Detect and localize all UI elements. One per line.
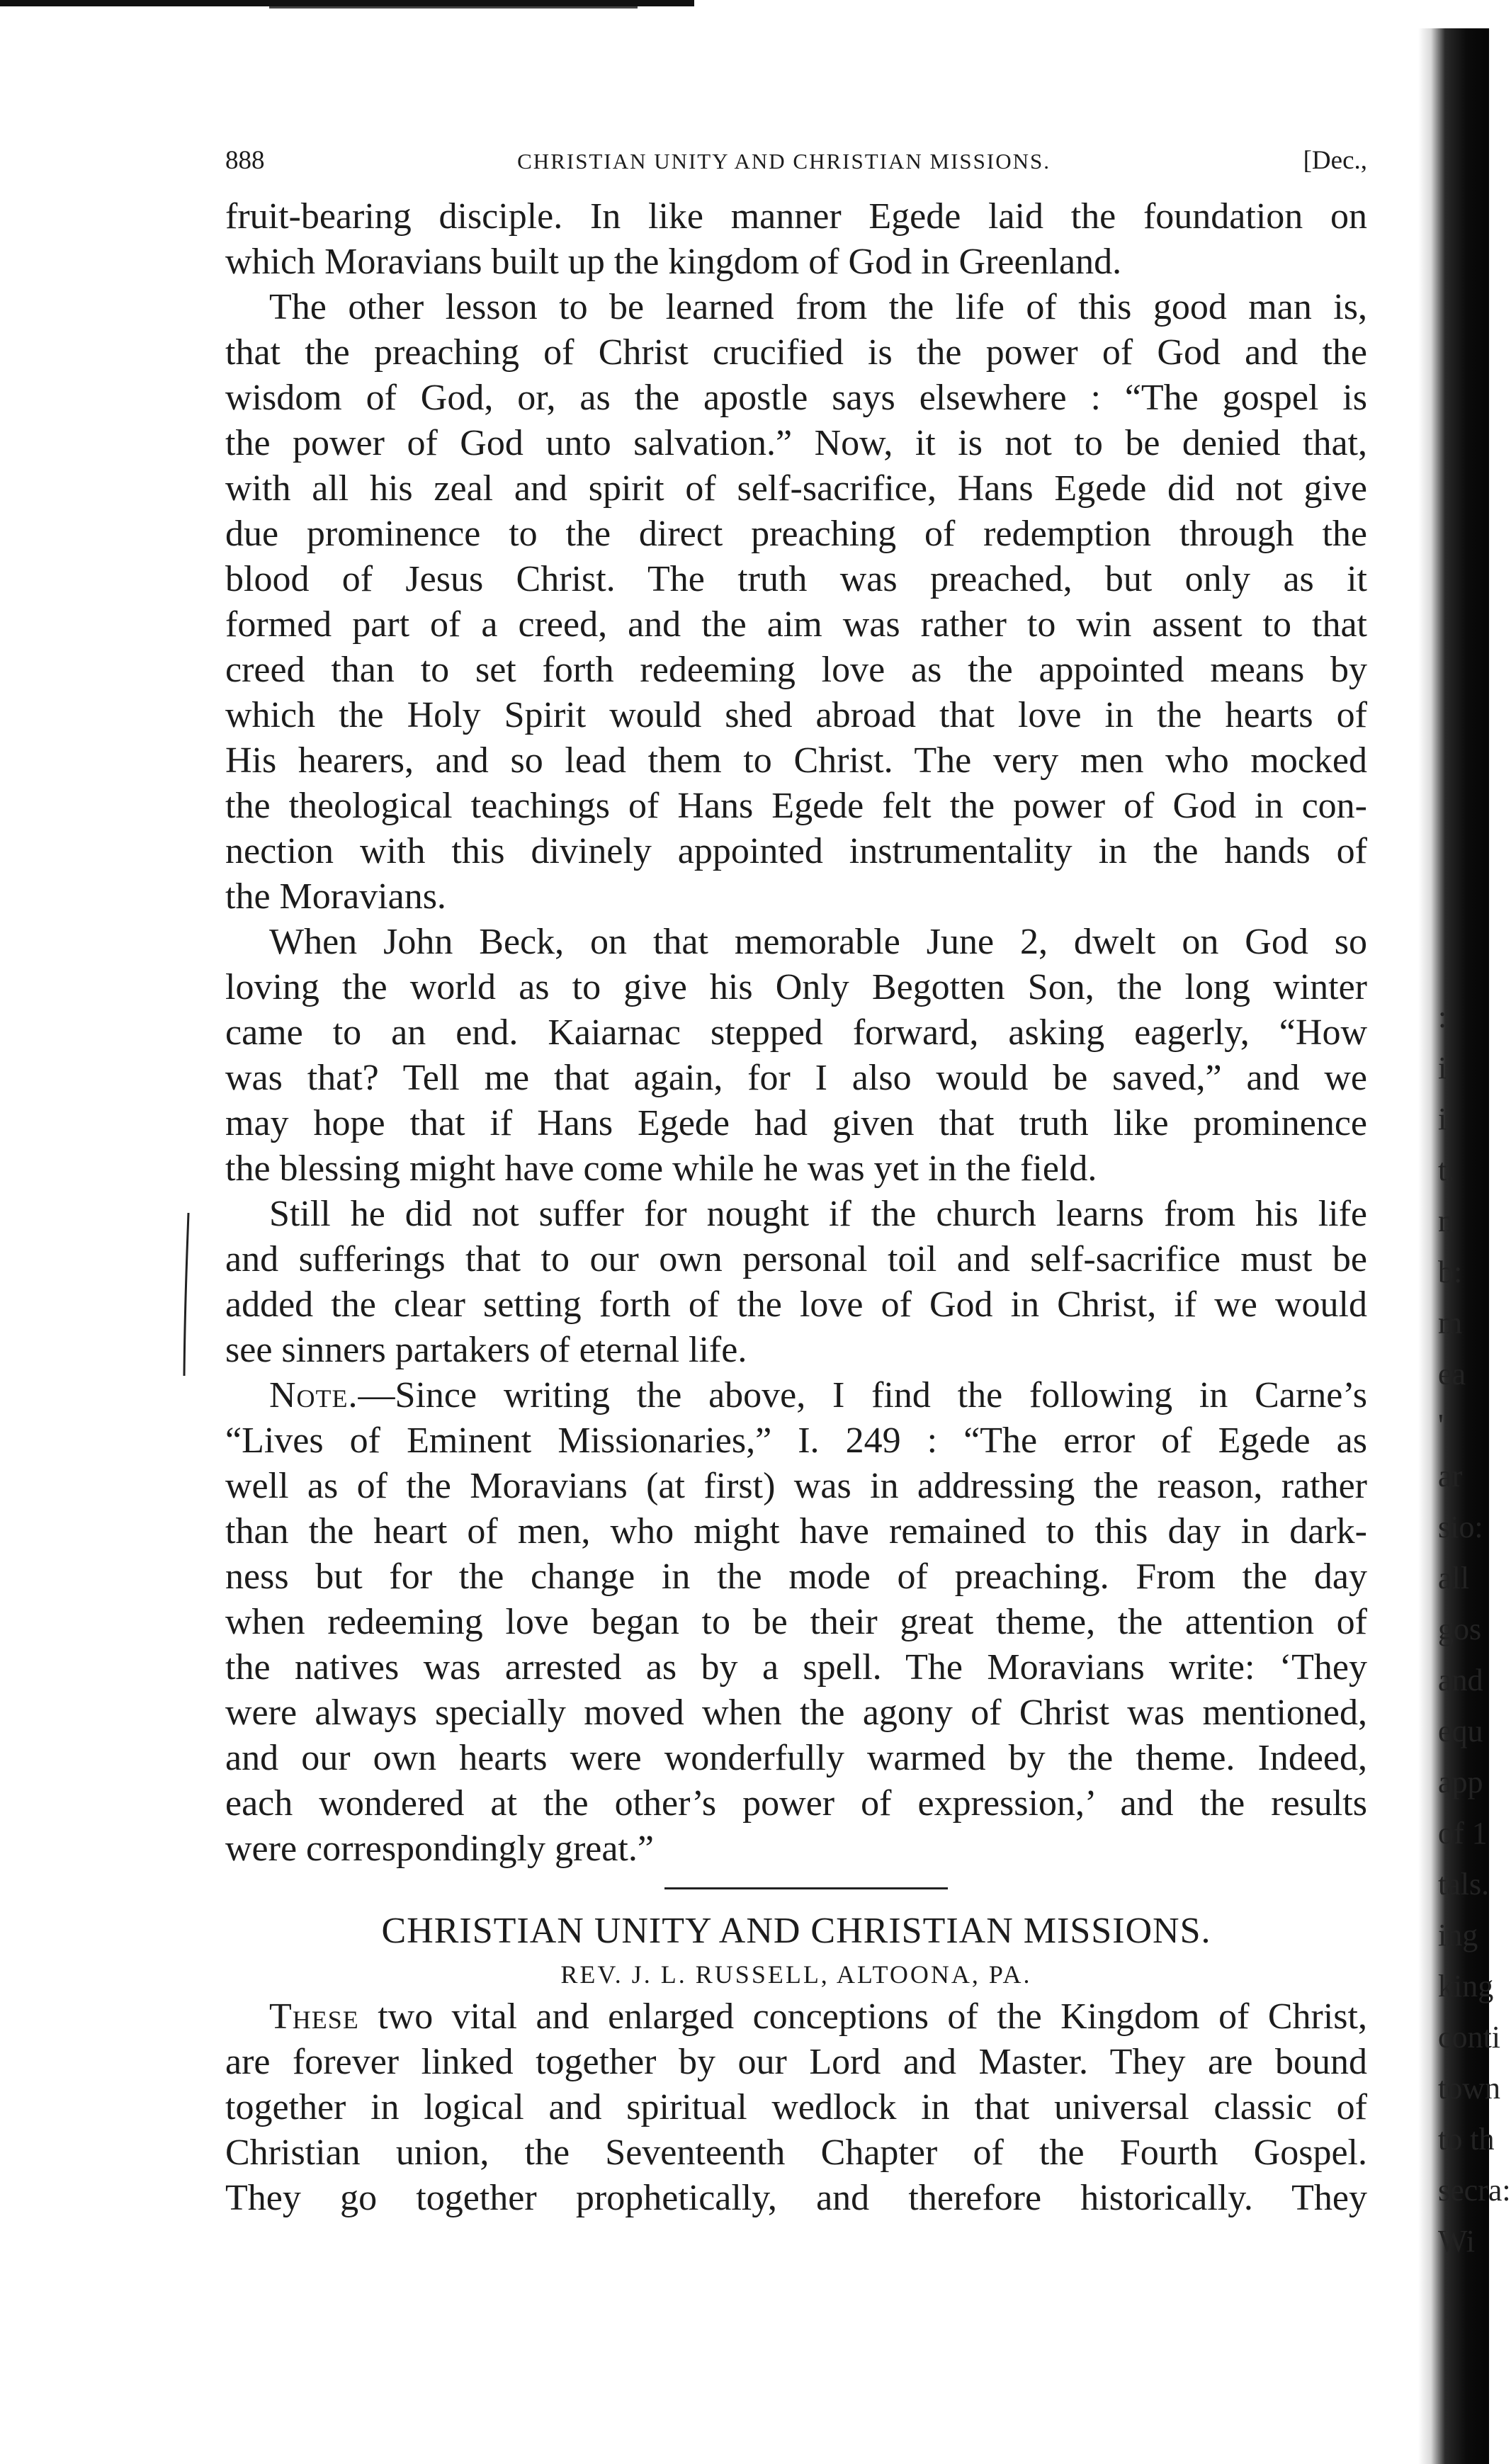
margin-fragment: m <box>1438 1306 1463 1340</box>
margin-fragment: b: <box>1438 1255 1463 1289</box>
text-line: were correspondingly great.” <box>225 1829 654 1869</box>
text-line: was that? Tell me that again, for I also would be saved,” and we <box>225 1058 1367 1098</box>
text-line: and sufferings that to our own personal toil and self-sacrifice must be <box>225 1239 1367 1279</box>
margin-fragment: ar <box>1438 1459 1463 1493</box>
margin-fragment: ea <box>1438 1357 1466 1391</box>
note-first-line: —Since writing the above, I find the following in Carne’s <box>358 1375 1367 1415</box>
text-line: “Lives of Eminent Missionaries,” I. 249 : “The error of Egede as <box>225 1420 1367 1461</box>
text-line: with all his zeal and spirit of self-sacrifice, Hans Egede did not give <box>225 468 1367 509</box>
text-line: each wondered at the other’s power of expression,’ and the results <box>225 1783 1367 1824</box>
adjacent-page-fragments <box>1438 992 1511 2267</box>
text-line: that the preaching of Christ crucified is the power of God and the <box>225 332 1367 373</box>
article-title: CHRISTIAN UNITY AND CHRISTIAN MISSIONS. <box>381 1911 1211 1951</box>
page-body <box>225 145 1367 2221</box>
margin-fragment: equ <box>1438 1714 1483 1748</box>
text-line: may hope that if Hans Egede had given that truth like prominence <box>225 1103 1367 1143</box>
text-line: ness but for the change in the mode of preaching. From the day <box>225 1556 1367 1597</box>
paragraph-2 <box>225 285 1367 920</box>
text-line: the blessing might have come while he was yet in the field. <box>225 1148 1097 1189</box>
margin-fragment: i <box>1438 1051 1447 1085</box>
top-scan-edge <box>0 0 694 6</box>
page-number: 888 <box>225 146 265 175</box>
text-line: loving the world as to give his Only Begotten Son, the long winter <box>225 967 1367 1007</box>
text-line: Christian union, the Seventeenth Chapter of the Fourth Gospel. <box>225 2132 1367 2173</box>
text-line: due prominence to the direct preaching of redemption through the <box>225 514 1367 554</box>
text-line: formed part of a creed, and the aim was rather to win assent to that <box>225 604 1367 645</box>
text-line: which the Holy Spirit would shed abroad that love in the hearts of <box>225 695 1367 735</box>
note-lead: Note. <box>269 1375 358 1415</box>
text-line: well as of the Moravians (at first) was in addressing the reason, rather <box>225 1466 1367 1506</box>
margin-fragment: Wi <box>1438 2224 1475 2259</box>
text-line <box>225 1994 1367 2040</box>
text-line: came to an end. Kaiarnac stepped forward, asking eagerly, “How <box>225 1012 1367 1053</box>
text-line: were always specially moved when the agony of Christ was mentioned, <box>225 1692 1367 1733</box>
text-line: are forever linked together by our Lord and Master. They are bound <box>225 2042 1367 2082</box>
margin-fragment: i <box>1438 1102 1447 1136</box>
text-line: His hearers, and so lead them to Christ. The very men who mocked <box>225 740 1367 781</box>
margin-fragment: : <box>1438 1000 1447 1034</box>
text-line <box>225 1373 1367 1418</box>
text-line: blood of Jesus Christ. The truth was preached, but only as it <box>225 559 1367 599</box>
margin-fragment: t. <box>1438 1153 1455 1187</box>
text-line: added the clear setting forth of the love of God in Christ, if we would <box>225 1284 1367 1325</box>
text-line: the power of God unto salvation.” Now, it is not to be denied that, <box>225 423 1367 463</box>
text-line: creed than to set forth redeeming love as the appointed means by <box>225 650 1367 690</box>
text-line: Still he did not suffer for nought if the church learns from his life <box>269 1194 1367 1234</box>
text-line: The other lesson to be learned from the life of this good man is, <box>269 287 1367 327</box>
margin-fragment: n <box>1438 1204 1454 1238</box>
article-lead: These <box>269 1996 359 2037</box>
margin-fragment: king <box>1438 1969 1494 2004</box>
text-line: They go together prophetically, and therefore historically. They <box>225 2178 1367 2218</box>
text-line: wisdom of God, or, as the apostle says elsewhere : “The gospel is <box>225 378 1367 418</box>
margin-fragment: app <box>1438 1765 1483 1799</box>
text-line: when redeeming love began to be their great theme, the attention of <box>225 1602 1367 1642</box>
margin-fragment: ing <box>1438 1918 1478 1952</box>
margin-fragment: and <box>1438 1663 1483 1697</box>
margin-fragment: ' <box>1438 1408 1444 1442</box>
margin-fragment: to th <box>1438 2122 1495 2157</box>
text-line: the Moravians. <box>225 876 446 917</box>
running-title: CHRISTIAN UNITY AND CHRISTIAN MISSIONS. <box>517 149 1051 174</box>
pencil-margin-mark <box>183 1213 190 1376</box>
margin-fragment: conti <box>1438 2020 1500 2055</box>
margin-fragment: sio: <box>1438 1510 1483 1544</box>
text-line: see sinners partakers of eternal life. <box>225 1330 747 1370</box>
margin-fragment: town <box>1438 2071 1500 2106</box>
article-opening-paragraph <box>225 1994 1367 2221</box>
text-line: which Moravians built up the kingdom of God in Greenland. <box>225 242 1122 282</box>
article-first-line: two vital and enlarged conceptions of the Kingdom of Christ, <box>358 1996 1367 2037</box>
issue-date: [Dec., <box>1303 146 1367 175</box>
text-line: When John Beck, on that memorable June 2, dwelt on God so <box>269 922 1367 962</box>
paragraph-4 <box>225 1192 1367 1373</box>
text-line: nection with this divinely appointed instrumentality in the hands of <box>225 831 1367 871</box>
margin-fragment: of 1 <box>1438 1816 1488 1850</box>
note-paragraph <box>225 1373 1367 1872</box>
margin-fragment: tals. <box>1438 1867 1490 1901</box>
text-line: the natives was arrested as by a spell. The Moravians write: ‘They <box>225 1647 1367 1688</box>
running-header <box>225 145 1367 176</box>
text-line: and our own hearts were wonderfully warmed by the theme. Indeed, <box>225 1738 1367 1778</box>
text-line: together in logical and spiritual wedlock in that universal classic of <box>225 2087 1367 2127</box>
paragraph-1 <box>225 194 1367 285</box>
text-line: the theological teachings of Hans Egede felt the power of God in con- <box>225 786 1367 826</box>
margin-fragment: secra: <box>1438 2173 1511 2208</box>
section-divider <box>664 1887 948 1889</box>
paragraph-3 <box>225 920 1367 1192</box>
article-byline: REV. J. L. RUSSELL, ALTOONA, PA. <box>560 1960 1032 1989</box>
top-scan-edge-shadow <box>269 6 638 9</box>
text-line: fruit-bearing disciple. In like manner Egede laid the foundation on <box>225 196 1367 237</box>
margin-fragment: all <box>1438 1561 1469 1595</box>
text-line: than the heart of men, who might have remained to this day in dark- <box>225 1511 1367 1552</box>
margin-fragment: gos <box>1438 1612 1482 1646</box>
